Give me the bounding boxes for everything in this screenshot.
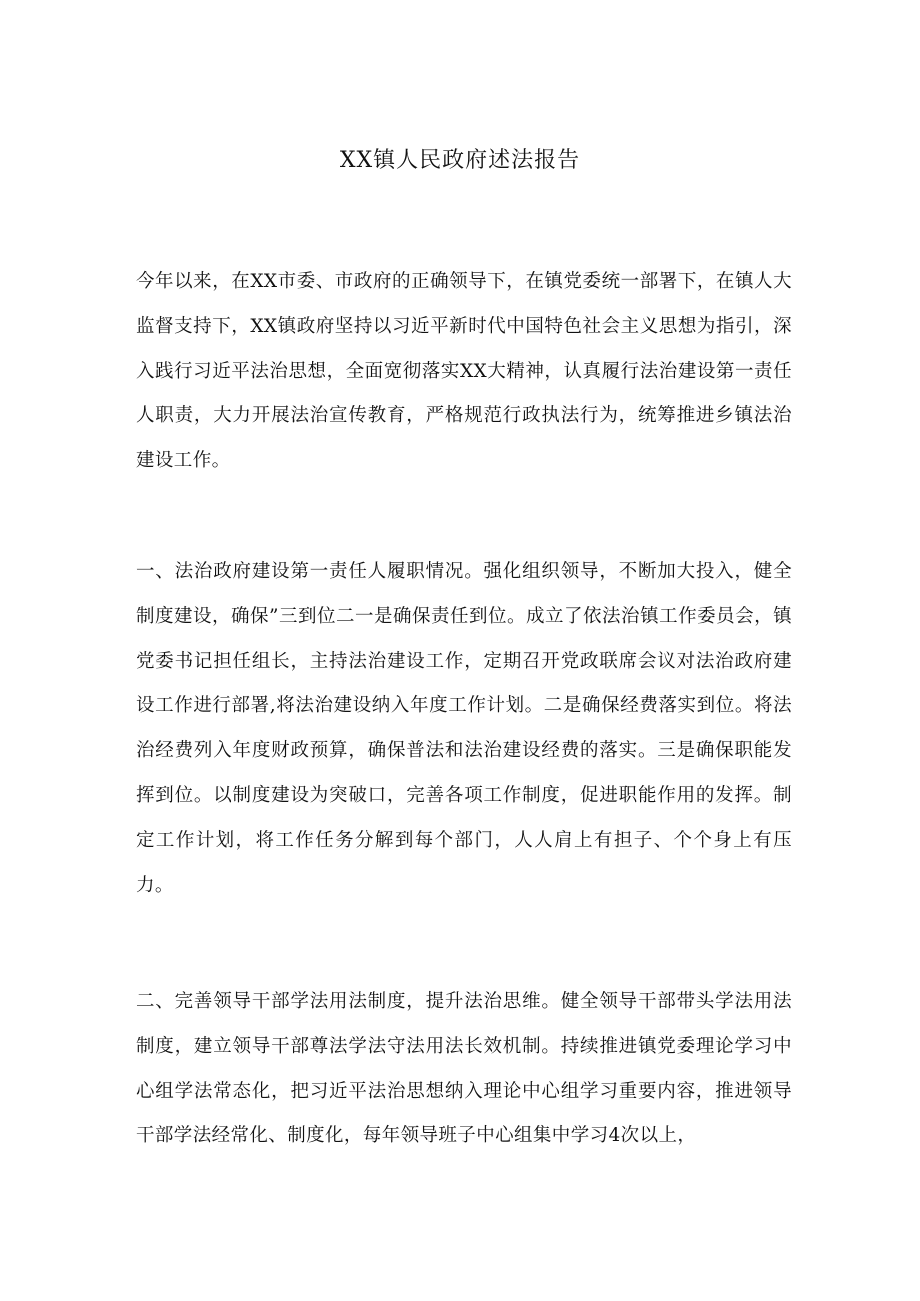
document-title: XX镇人民政府述法报告: [339, 148, 581, 173]
paragraph-section-1: 一、法治政府建设第一责任人履职情况。强化组织领导，不断加大投入，健全制度建设，确保”三到位二一是确保责任到位。成立了依法治镇工作委员会，镇党委书记担任组长，主持法治建设工作，定期召开党政联席会议对法治政府建设工作进行部署,将法治建设纳入年度工作计划。二是确保经费落实到位。将法治经费列入年度财政预算，确保普法和法治建设经费的落实。三是确保职能发挥到位。以制度建设为突破口，完善各项工作制度，促进职能作用的发挥。制定工作计划，将工作任务分解到每个部门，人人肩上有担子、个个身上有压力。: [136, 561, 792, 896]
paragraph-section-2: 二、完善领导干部学法用法制度，提升法治思维。健全领导干部带头学法用法制度，建立领导干部尊法学法守法用法长效机制。持续推进镇党委理论学习中心组学法常态化，把习近平法治思想纳入理论中心组学习重要内容，推进领导干部学法经常化、制度化，每年领导班子中心组集中学习4次以上，: [136, 991, 792, 1147]
paragraph-intro: 今年以来，在XX市委、市政府的正确领导下，在镇党委统一部署下，在镇人大监督支持下，XX镇政府坚持以习近平新时代中国特色社会主义思想为指引，深入践行习近平法治思想，全面宽彻落实XX大精神，认真履行法治建设第一责任人职责，大力开展法治宣传教育，严格规范行政执法行为，统筹推进乡镇法治建设工作。: [136, 271, 792, 472]
